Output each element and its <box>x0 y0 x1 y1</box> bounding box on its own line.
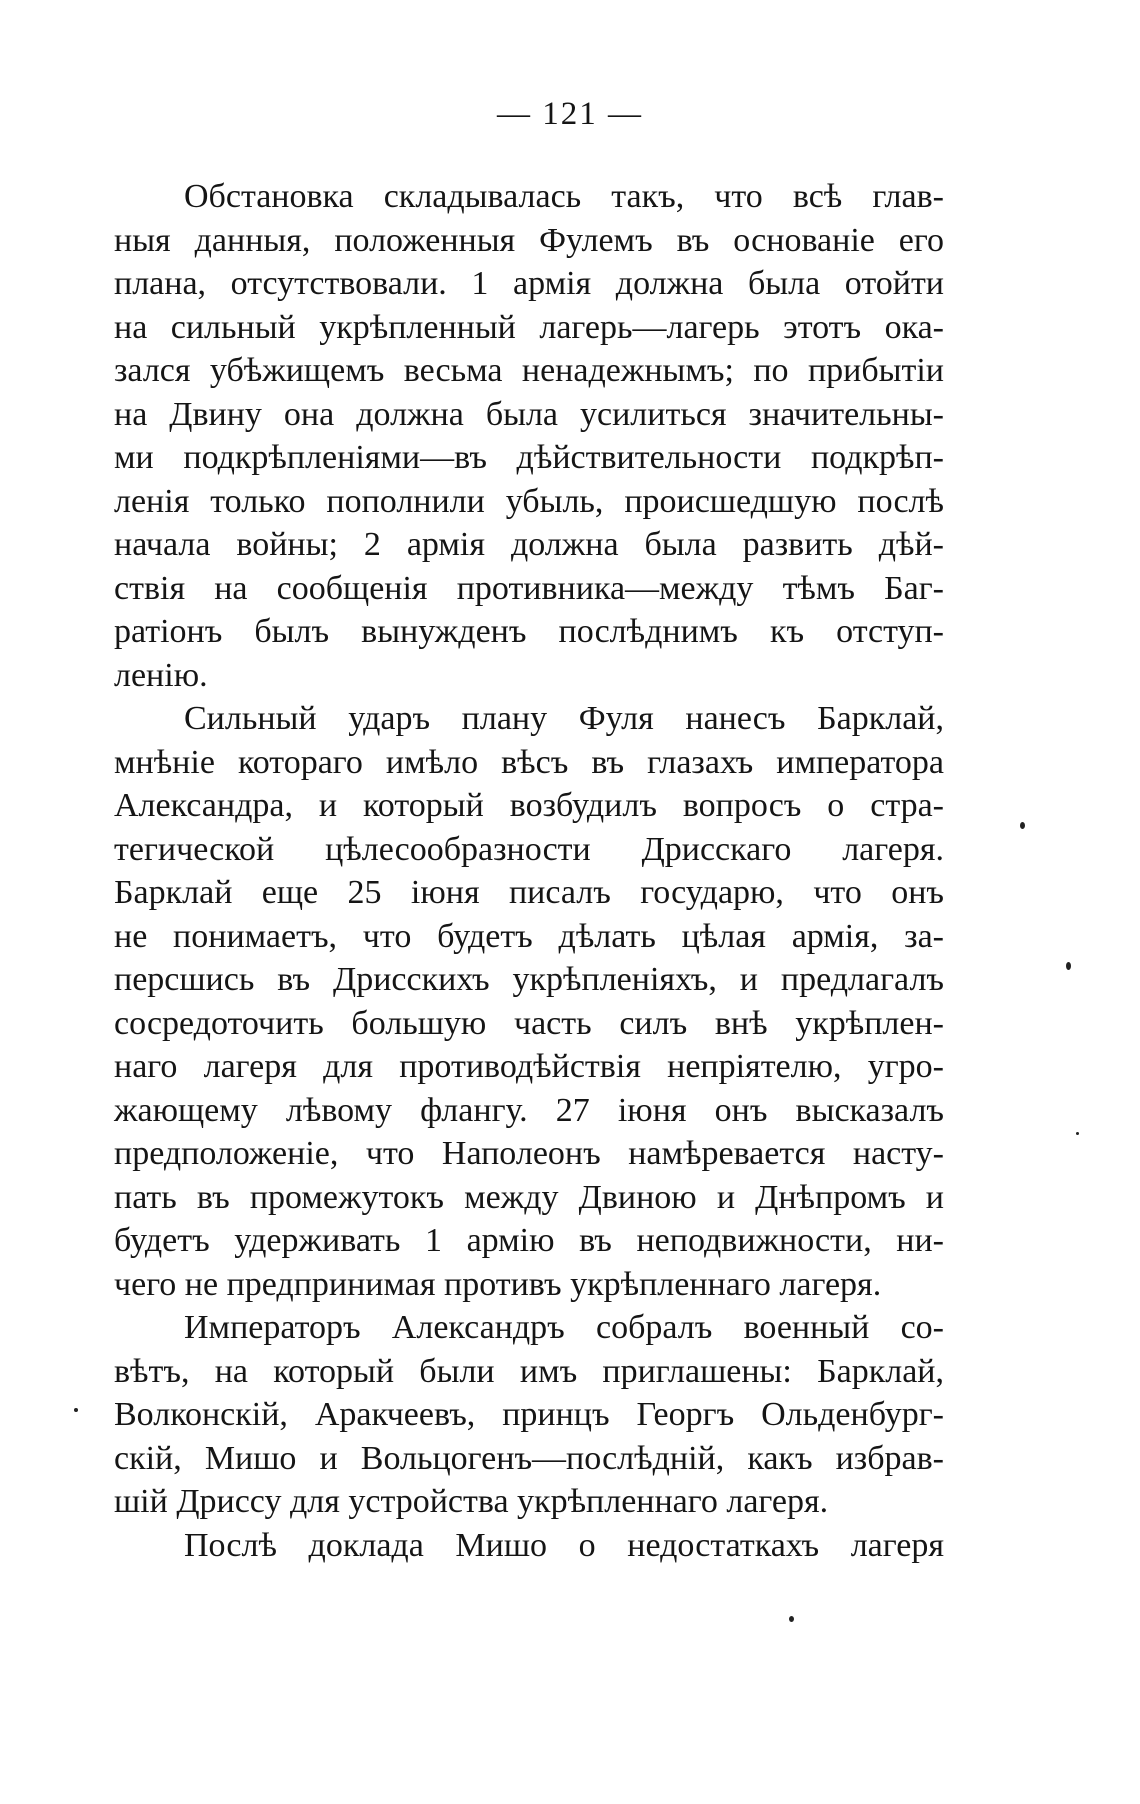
text-line: наго лагеря для противодѣйствія непріятелю, угро- <box>114 1048 944 1085</box>
text-body <box>114 175 944 1567</box>
text-line: на сильный укрѣпленный лагерь—лагерь этотъ ока- <box>114 308 944 346</box>
scan-speck <box>1066 962 1071 970</box>
scan-speck <box>1076 1132 1079 1135</box>
paragraph <box>114 697 944 1306</box>
paragraph <box>114 175 944 697</box>
text-line: шій Дриссу для устройства укрѣпленнаго лагеря. <box>114 1483 829 1520</box>
text-line: ленія только пополнили убыль, происшедшую послѣ <box>114 482 944 520</box>
paragraph <box>114 1306 944 1524</box>
text-line: Волконскій, Аракчеевъ, принцъ Георгъ Ольденбург- <box>114 1396 944 1433</box>
text-line: Обстановка складывалась такъ, что всѣ глав- <box>184 178 944 215</box>
text-line: Барклай еще 25 іюня писалъ государю, что онъ <box>114 874 944 911</box>
text-line: ныя данныя, положенныя Фулемъ въ основаніе его <box>114 221 944 259</box>
page-number: — 121 — <box>497 96 643 132</box>
text-line: ленію. <box>114 656 208 694</box>
paragraph <box>114 1524 944 1568</box>
text-line: тегической цѣлесообразности Дрисскаго лагеря. <box>114 830 944 868</box>
text-line: персшись въ Дрисскихъ укрѣпленіяхъ, и предлагалъ <box>114 961 944 998</box>
text-line: Александра, и который возбудилъ вопросъ о стра- <box>114 787 944 824</box>
text-line: зался убѣжищемъ весьма ненадежнымъ; по прибытіи <box>114 352 944 389</box>
text-line: не понимаетъ, что будетъ дѣлать цѣлая армія, за- <box>114 917 944 955</box>
scan-speck <box>789 1616 794 1622</box>
scan-speck <box>74 1408 78 1412</box>
text-line: ратіонъ былъ вынужденъ послѣднимъ къ отступ- <box>114 613 944 650</box>
text-line: Сильный ударъ плану Фуля нанесъ Барклай, <box>184 700 944 737</box>
text-line: сосредоточить большую часть силъ внѣ укрѣплен- <box>114 1004 944 1042</box>
text-line: пать въ промежутокъ между Двиною и Днѣпромъ и <box>114 1178 944 1216</box>
text-line: Послѣ доклада Мишо о недостаткахъ лагеря <box>184 1526 944 1564</box>
text-line: чего не предпринимая противъ укрѣпленнаго лагеря. <box>114 1265 882 1303</box>
text-line: вѣтъ, на который были имъ приглашены: Барклай, <box>114 1352 944 1390</box>
text-line: предположеніе, что Наполеонъ намѣревается насту- <box>114 1135 944 1172</box>
text-line: мнѣніе котораго имѣло вѣсъ въ глазахъ императора <box>114 743 944 781</box>
scan-speck <box>1020 822 1025 829</box>
text-line: будетъ удерживать 1 армію въ неподвижности, ни- <box>114 1222 944 1259</box>
text-line: начала войны; 2 армія должна была развить дѣй- <box>114 526 944 563</box>
text-line: жающему лѣвому флангу. 27 іюня онъ высказалъ <box>114 1091 944 1129</box>
text-line: на Двину она должна была усилиться значительны- <box>114 395 944 433</box>
text-line: Императоръ Александръ собралъ военный со- <box>184 1309 944 1346</box>
text-line: скій, Мишо и Вольцогенъ—послѣдній, какъ избрав- <box>114 1439 944 1477</box>
text-line: ми подкрѣпленіями—въ дѣйствительности подкрѣп- <box>114 439 944 476</box>
text-line: плана, отсутствовали. 1 армія должна была отойти <box>114 265 944 302</box>
text-line: ствія на сообщенія противника—между тѣмъ Баг- <box>114 569 944 607</box>
